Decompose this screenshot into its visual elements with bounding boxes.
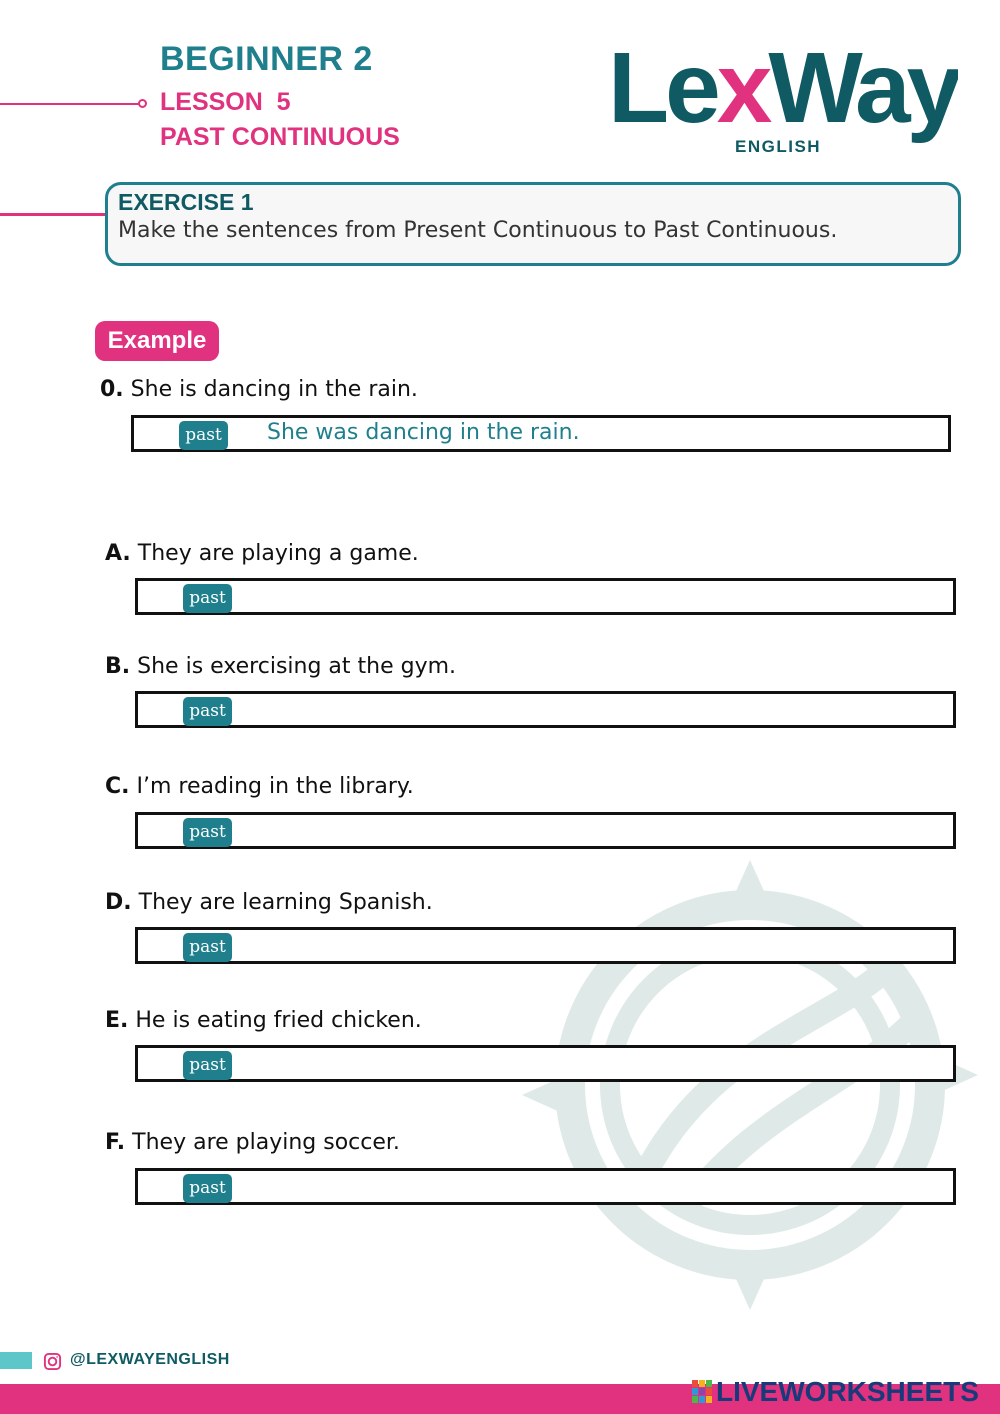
lesson-number: LESSON 5 [160,88,291,116]
footer-decor-block [0,1352,32,1369]
answer-input-d[interactable] [135,927,956,964]
exercise-decor-line [0,213,108,216]
question-letter: F. [105,1130,126,1155]
example-badge: Example [95,321,219,361]
level-title: BEGINNER 2 [160,40,373,78]
header-decor-dot [138,99,147,108]
liveworksheets-icon [692,1380,714,1404]
question-d [105,890,433,915]
question-c [105,774,414,799]
question-a [105,541,419,566]
question-sentence: They are playing a game. [137,541,419,566]
exercise-instruction: Make the sentences from Present Continuous to Past Continuous. [118,218,838,243]
exercise-title: EXERCISE 1 [118,189,254,215]
liveworksheets-brand[interactable] [692,1378,992,1408]
logo-subtitle: ENGLISH [735,137,822,156]
header-decor-line [0,103,140,105]
past-tag: past [183,584,232,613]
example-question [100,377,418,402]
lesson-topic: PAST CONTINUOUS [160,123,400,151]
instagram-icon[interactable] [43,1352,62,1371]
example-answer-box [131,415,951,452]
question-sentence: They are learning Spanish. [138,890,433,915]
answer-input-b[interactable] [135,691,956,728]
question-b [105,654,456,679]
question-letter: C. [105,774,130,799]
answer-input-f[interactable] [135,1168,956,1205]
answer-input-a[interactable] [135,578,956,615]
past-tag: past [183,1174,232,1203]
logo-text: LexWay [608,38,958,144]
compass-watermark-icon [520,855,980,1315]
question-letter: E. [105,1008,129,1033]
question-letter: B. [105,654,131,679]
example-sentence: She is dancing in the rain. [130,377,418,402]
question-letter: A. [105,541,131,566]
question-sentence: I’m reading in the library. [136,774,414,799]
answer-input-e[interactable] [135,1045,956,1082]
question-sentence: He is eating fried chicken. [135,1008,422,1033]
liveworksheets-text: LIVEWORKSHEETS [716,1376,979,1407]
example-past-tag: past [179,421,228,450]
past-tag: past [183,697,232,726]
past-tag: past [183,818,232,847]
example-answer-text: She was dancing in the rain. [267,420,580,445]
question-sentence: They are playing soccer. [132,1130,400,1155]
question-letter: D. [105,890,132,915]
question-sentence: She is exercising at the gym. [137,654,457,679]
question-e [105,1008,422,1033]
question-f [105,1130,400,1155]
past-tag: past [183,933,232,962]
example-number: 0. [100,377,124,402]
exercise-instructions-box [105,182,961,266]
answer-input-c[interactable] [135,812,956,849]
past-tag: past [183,1051,232,1080]
social-handle[interactable]: @LEXWAYENGLISH [70,1351,230,1368]
